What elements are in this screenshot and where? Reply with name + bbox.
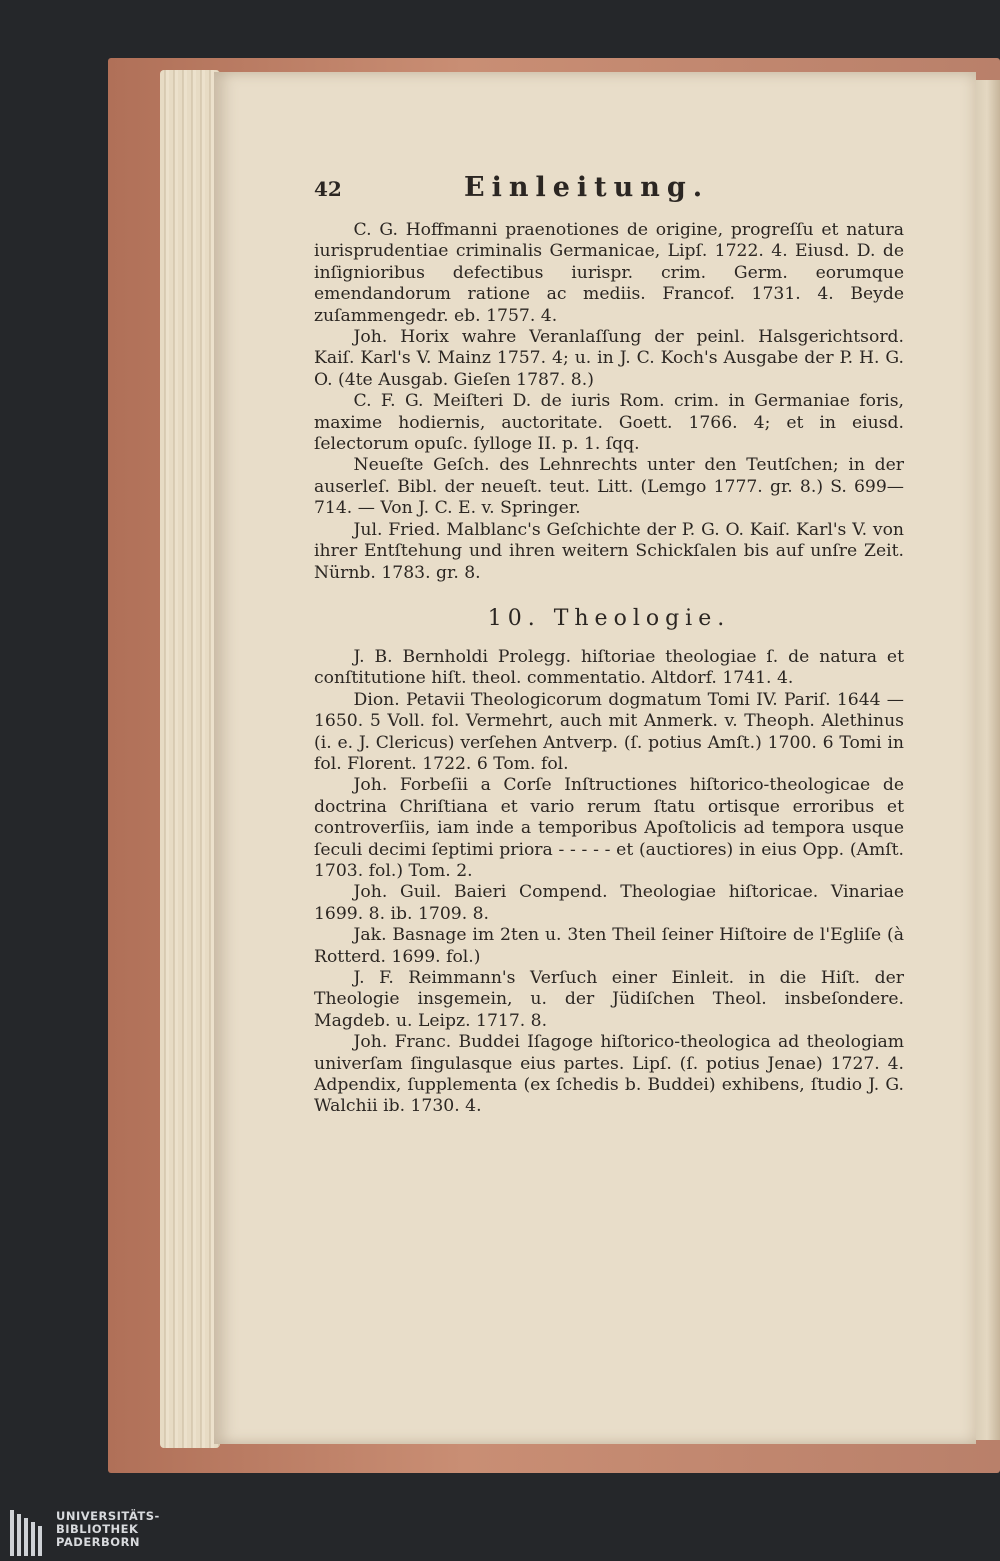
text-block <box>314 172 904 1118</box>
facing-page-edge <box>974 80 1000 1440</box>
library-logo-icon <box>8 1510 48 1556</box>
bibliography-entry: Joh. Horix wahre Veranlaſſung der peinl. Halsgerichtsord. Kaiſ. Karl's V. Mainz 1757. 4; u. in J. C. Koch's Ausgabe der P. H. G. O. (4te Ausgab. Gieſen 1787. 8.) <box>314 327 904 390</box>
section-heading: 10. Theologie. <box>487 605 731 631</box>
page-header <box>314 172 904 212</box>
bibliography-entry: J. F. Reimmann's Verſuch einer Einleit. in die Hiſt. der Theologie insgemein, u. der Jüdiſchen Theol. insbeſondere. Magdeb. u. Leipz. 1717. 8. <box>314 968 904 1031</box>
logo-line: UNIVERSITÄTS- <box>56 1509 160 1523</box>
running-title: Einleitung. <box>464 172 710 203</box>
page-edges <box>160 70 220 1448</box>
page-number: 42 <box>314 177 342 201</box>
bibliography-entry: Dion. Petavii Theologicorum dogmatum Tomi IV. Pariſ. 1644 — 1650. 5 Voll. fol. Vermehrt, auch mit Anmerk. v. Theoph. Alethinus (i. e. J. Clericus) verſehen Antverp. (ſ. potius Amſt.) 1700. 6 Tomi in fol. Florent. 1722. 6 Tom. fol. <box>314 689 904 774</box>
bibliography-entry: C. G. Hoffmanni praenotiones de origine, progreſſu et natura iurisprudentiae criminalis Germanicae, Lipſ. 1722. 4. Eiusd. D. de inſignioribus defectibus iurispr. crim. Germ. eorumque emendandorum ratione ac mediis. Francof. 1731. 4. Beyde zuſammengedr. eb. 1757. 4. <box>314 220 904 326</box>
bibliography-entry: Joh. Guil. Baieri Compend. Theologiae hiſtoricae. Vinariae 1699. 8. ib. 1709. 8. <box>314 882 904 924</box>
logo-line: PADERBORN <box>56 1535 141 1549</box>
library-logo-text <box>56 1510 160 1549</box>
bibliography-entry: C. F. G. Meiſteri D. de iuris Rom. crim. in Germaniae foris, maxime hodiernis, auctoritate. Goett. 1766. 4; et in eiusd. ſelectorum opuſc. ſylloge II. p. 1. ſqq. <box>314 391 904 455</box>
library-logo <box>8 1510 160 1556</box>
bibliography-entry: Joh. Forbeſii a Corſe Inſtructiones hiſtorico-theologicae de doctrina Chriſtiana et vario rerum ſtatu ortisque erroribus et controverſiis, iam inde a temporibus Apoſtolicis ad tempora usque ſeculi decimi ſeptimi priora - - - - - et (auctiores) in eius Opp. (Amſt. 1703. fol.) Tom. 2. <box>314 775 904 881</box>
logo-line: BIBLIOTHEK <box>56 1522 139 1536</box>
book-page <box>214 72 976 1444</box>
bibliography-entry: Joh. Franc. Buddei Iſagoge hiſtorico-theologica ad theologiam univerſam ſingulasque eius partes. Lipſ. (ſ. potius Jenae) 1727. 4. Adpendix, ſupplementa (ex ſchedis b. Buddei) exhibens, ſtudio J. G. Walchii ib. 1730. 4. <box>314 1032 904 1117</box>
bibliography-entry: J. B. Bernholdi Prolegg. hiſtoriae theologiae ſ. de natura et conſtitutione hiſt. theol. commentatio. Altdorf. 1741. 4. <box>314 646 904 689</box>
bibliography-entry: Jul. Fried. Malblanc's Geſchichte der P. G. O. Kaiſ. Karl's V. von ihrer Entſtehung und ihren weitern Schickſalen bis auf unſre Zeit. Nürnb. 1783. gr. 8. <box>314 519 904 583</box>
bibliography-entry: Jak. Basnage im 2ten u. 3ten Theil ſeiner Hiſtoire de l'Egliſe (à Rotterd. 1699. fol.) <box>314 925 904 967</box>
bibliography-entry: Neueſte Geſch. des Lehnrechts unter den Teutſchen; in der auserleſ. Bibl. der neueſt. teut. Litt. (Lemgo 1777. gr. 8.) S. 699—714. — Von J. C. E. v. Springer. <box>314 455 904 519</box>
